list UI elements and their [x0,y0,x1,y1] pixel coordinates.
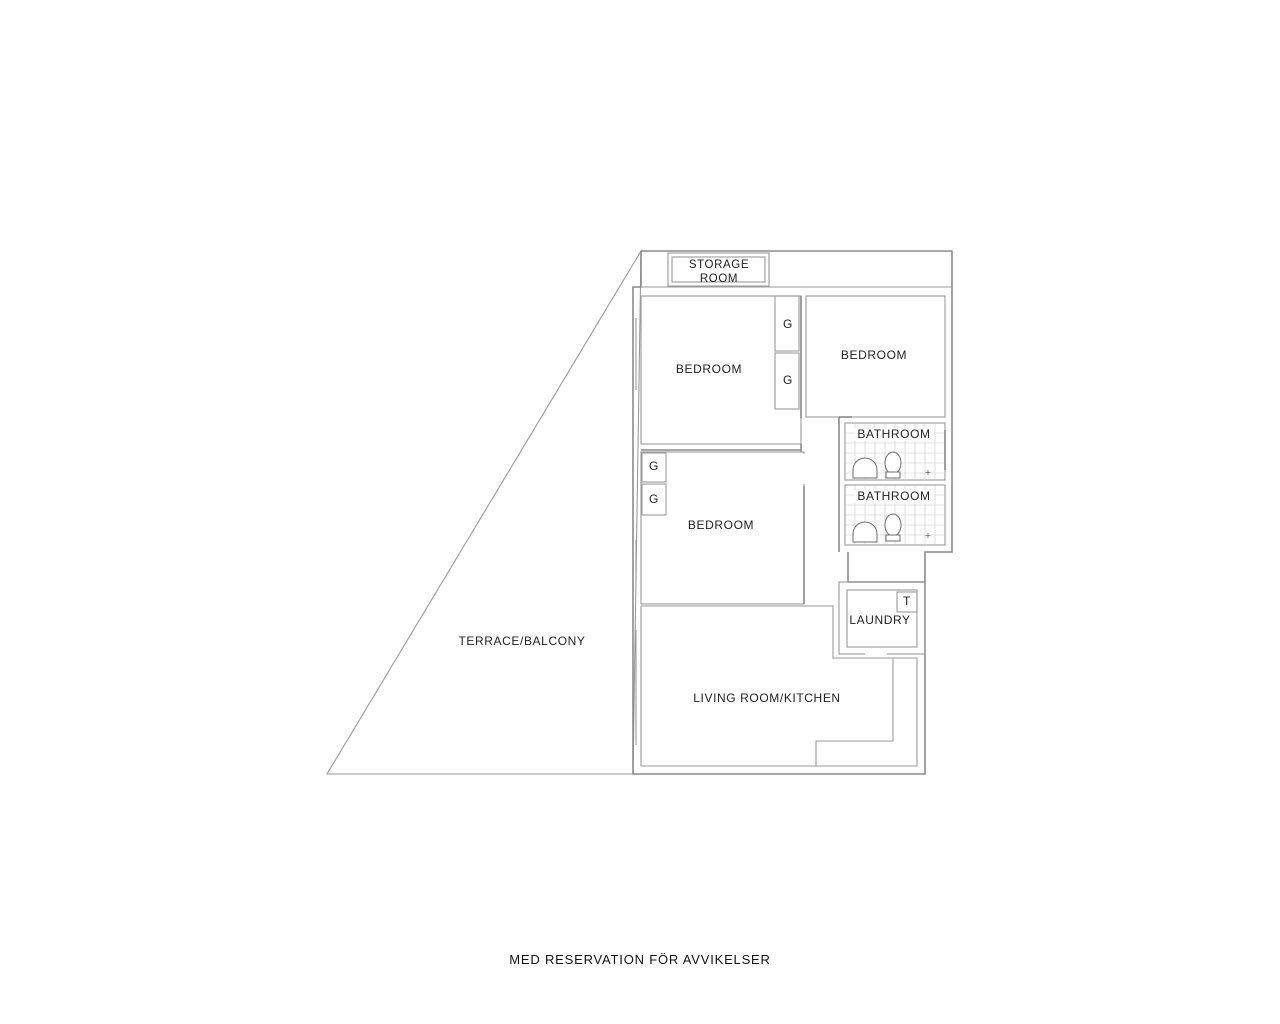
drain-icon: + [924,531,932,540]
bathroom-2 [845,485,945,545]
toilet-icon [885,514,901,536]
bedroom-3-label: BEDROOM [687,518,755,533]
disclaimer-text: MED RESERVATION FÖR AVVIKELSER [509,952,771,967]
bedroom-2-label: BEDROOM [840,348,908,363]
storage-label-line2: ROOM [699,273,739,286]
sink-icon [853,458,877,478]
drain-icon: + [924,468,932,477]
dryer-marker: T [903,594,911,609]
wardrobe-marker: G [783,317,793,332]
laundry [839,582,925,658]
wardrobe-marker: G [783,373,793,388]
toilet-icon [885,452,901,474]
corridor-walls [848,552,925,582]
laundry-label: LAUNDRY [849,613,911,628]
bathroom-1 [845,423,945,480]
bedroom-3 [641,452,807,604]
bathroom-2-label: BATHROOM [857,489,931,504]
bedroom-2 [806,296,945,417]
bedroom-1 [641,296,801,444]
terrace-outline [327,251,641,774]
living-room [641,606,917,766]
living-room-label: LIVING ROOM/KITCHEN [693,691,841,706]
storage-label-line1: STORAGE [688,259,750,272]
bathroom-1-label: BATHROOM [857,427,931,442]
wardrobe-marker: G [649,492,659,507]
storage-room [668,253,769,286]
bedroom-1-label: BEDROOM [675,362,743,377]
terrace-label: TERRACE/BALCONY [458,634,586,649]
wardrobe-marker: G [649,459,659,474]
sink-icon [853,522,877,542]
